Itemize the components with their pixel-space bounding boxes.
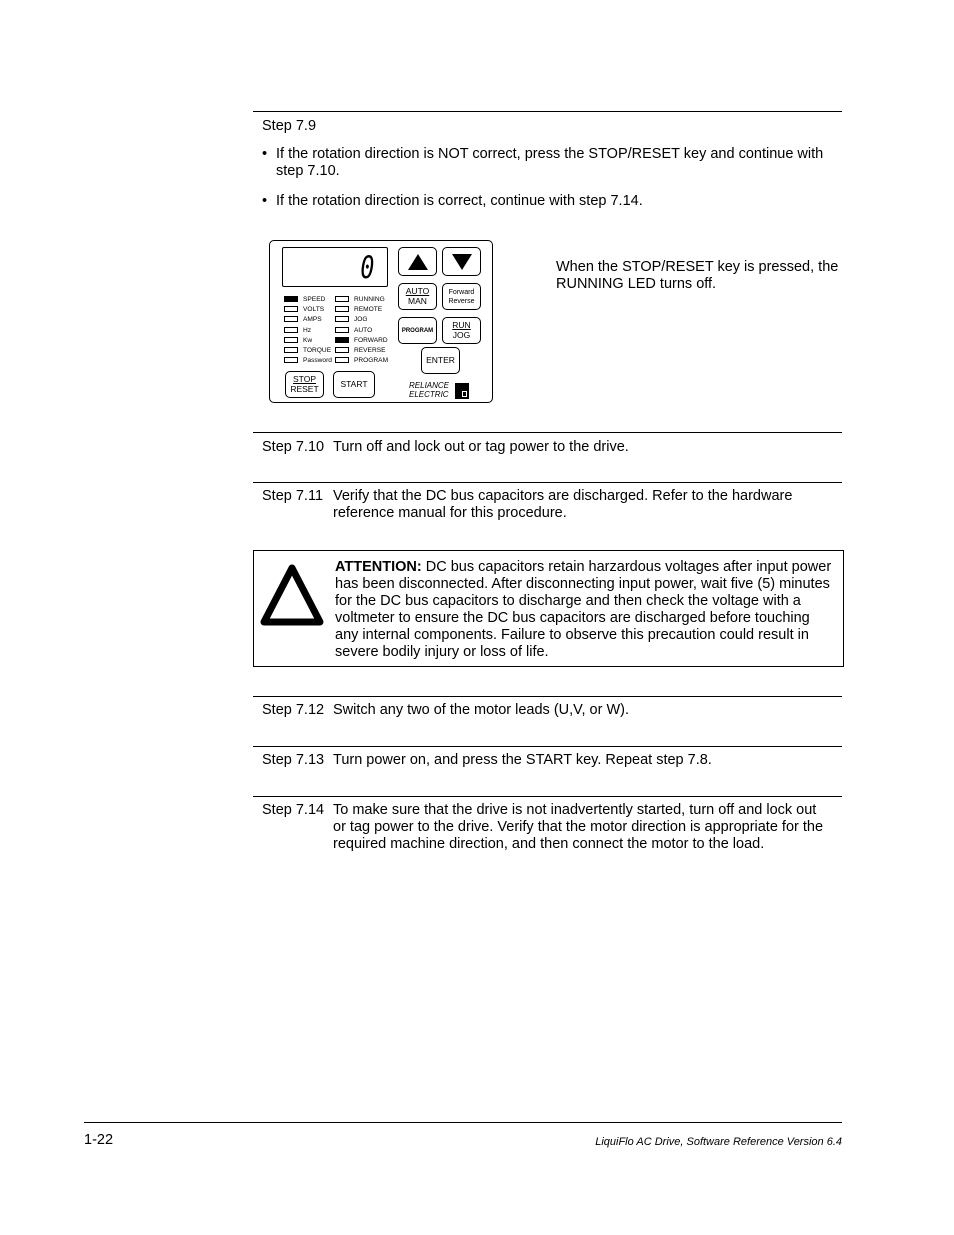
- led-light: [335, 337, 349, 343]
- bullet-text: If the rotation direction is correct, continue with step 7.14.: [276, 193, 643, 209]
- up-arrow-icon: [408, 254, 428, 270]
- led-label: Password: [303, 357, 332, 365]
- step-text: To make sure that the drive is not inadvertently started, turn off and lock out or tag power to the drive. Verify that the motor direction is appropriate for the required machine direction, and then connect the motor to the load.: [333, 802, 824, 853]
- warning-triangle-icon: [258, 560, 326, 628]
- led-light: [284, 327, 298, 333]
- section-rule: [253, 432, 842, 433]
- step-7-11: [262, 488, 833, 522]
- step-number: Step 7.11: [262, 488, 324, 504]
- brand-line-2: ELECTRIC: [409, 389, 449, 399]
- step-text: Verify that the DC bus capacitors are discharged. Refer to the hardware reference manual for this procedure.: [333, 488, 793, 522]
- program-key: [398, 317, 437, 344]
- step-7-10: [262, 439, 833, 456]
- led-light: [284, 357, 298, 363]
- step-text: Turn power on, and press the START key. Repeat step 7.8.: [333, 752, 712, 768]
- led-label: FORWARD: [354, 336, 388, 344]
- forward-reverse-key: [442, 283, 481, 310]
- run-jog-key: [442, 317, 481, 344]
- led-label: REVERSE: [354, 346, 386, 354]
- led-light: [335, 316, 349, 322]
- display-value: 0: [360, 250, 375, 286]
- led-label: Hz: [303, 326, 312, 334]
- up-arrow-key: [398, 247, 437, 276]
- footer-rule: [84, 1122, 842, 1123]
- run-label: RUN: [452, 320, 471, 330]
- brand-line-1: RELIANCE: [409, 381, 450, 390]
- led-light: [335, 327, 349, 333]
- attention-heading: ATTENTION:: [335, 559, 422, 575]
- section-rule: [253, 796, 842, 797]
- step-7-12: [262, 702, 833, 719]
- section-rule: [253, 482, 842, 483]
- led-light: [284, 296, 298, 302]
- step-7-14: [262, 802, 833, 854]
- document-title: LiquiFlo AC Drive, Software Reference Version 6.4: [595, 1136, 842, 1148]
- step-7-13: [262, 752, 833, 769]
- down-arrow-key: [442, 247, 481, 276]
- keypad-display: [282, 247, 388, 287]
- led-light: [335, 306, 349, 312]
- led-label: PROGRAM: [354, 357, 389, 365]
- forward-label: Forward: [448, 289, 475, 296]
- bullet-text: If the rotation direction is NOT correct, press the STOP/RESET key and continue with step 7.10.: [276, 146, 824, 180]
- step-text: Switch any two of the motor leads (U,V, or W).: [333, 702, 630, 718]
- stop-reset-key: [285, 371, 324, 398]
- led-label: JOG: [354, 316, 368, 324]
- down-arrow-icon: [452, 254, 472, 270]
- led-light: [335, 357, 349, 363]
- led-label: RUNNING: [354, 296, 385, 303]
- keypad-illustration: [269, 240, 493, 403]
- bullet-icon: •: [262, 193, 268, 209]
- step-7-9-label: Step 7.9: [262, 118, 317, 134]
- auto-man-key: [398, 283, 437, 310]
- man-label: MAN: [408, 295, 427, 306]
- enter-label: ENTER: [426, 355, 455, 365]
- step-number: Step 7.10: [262, 439, 325, 455]
- led-label: AMPS: [303, 316, 322, 324]
- led-label: TORQUE: [303, 346, 332, 354]
- step-number: Step 7.13: [262, 752, 325, 768]
- led-label: Kw: [303, 336, 313, 344]
- reliance-logo-icon: [455, 383, 469, 399]
- led-light: [284, 306, 298, 312]
- attention-body: DC bus capacitors retain harzardous voltages after input power has been disconnected. After disconnecting input power, wait five (5) minutes for the DC bus capacitors to discharge and then check the voltage with a voltmeter to ensure the DC bus capacitors are discharged before touching any internal components. Failure to observe this precaution could result in severe bodily injury or loss of life.: [335, 559, 832, 661]
- led-light: [335, 296, 349, 302]
- bullet-item: [262, 146, 837, 180]
- page-number: 1-22: [84, 1132, 114, 1148]
- attention-text: [335, 559, 835, 662]
- brand-name: [409, 382, 449, 399]
- section-rule: [253, 696, 842, 697]
- step-text: Turn off and lock out or tag power to the drive.: [333, 439, 629, 455]
- start-key: [333, 371, 375, 398]
- section-rule: [253, 746, 842, 747]
- led-label: AUTO: [354, 326, 373, 334]
- reset-label: RESET: [290, 383, 319, 394]
- led-label: VOLTS: [303, 306, 325, 314]
- led-light: [284, 347, 298, 353]
- auto-label: AUTO: [405, 286, 430, 296]
- stop-label: STOP: [293, 374, 316, 384]
- section-rule: [253, 111, 842, 112]
- jog-label: JOG: [452, 329, 471, 340]
- program-label: PROGRAM: [401, 328, 434, 334]
- led-label: SPEED: [303, 296, 326, 303]
- step-number: Step 7.12: [262, 702, 325, 718]
- led-light: [284, 316, 298, 322]
- bullet-icon: •: [262, 146, 268, 162]
- enter-key: [421, 347, 460, 374]
- attention-box: [253, 550, 844, 667]
- step-number: Step 7.14: [262, 802, 325, 818]
- bullet-item: [262, 193, 837, 210]
- reverse-label: Reverse: [448, 298, 475, 305]
- led-light: [335, 347, 349, 353]
- start-label: START: [340, 379, 368, 389]
- led-light: [284, 337, 298, 343]
- led-label: REMOTE: [354, 306, 383, 314]
- keypad-caption: When the STOP/RESET key is pressed, the RUNNING LED turns off.: [556, 259, 839, 293]
